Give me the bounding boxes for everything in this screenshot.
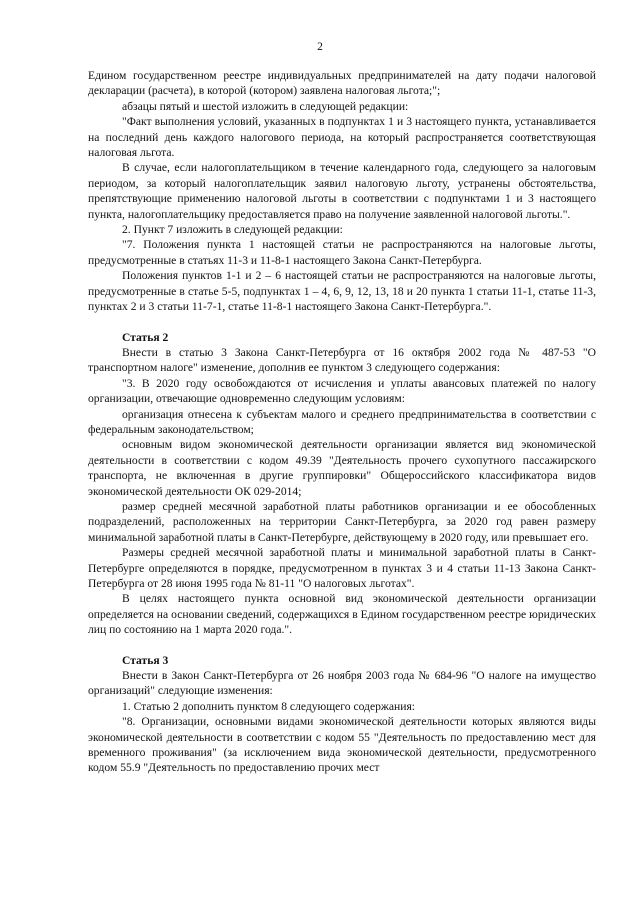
paragraph: Внести в Закон Санкт-Петербурга от 26 ноября 2003 года № 684-96 "О налоге на имущество организаций" следующие изменения:: [88, 669, 596, 698]
paragraph: размер средней месячной заработной платы работников организации и ее обособленных подразделений, расположенных на территории Санкт-Петербурга, за 2020 год равен размеру минимальной заработной платы в Санкт-Петербурге, действующему в 2020 году, или превышает его.: [88, 499, 596, 544]
paragraph: Положения пунктов 1-1 и 2 – 6 настоящей статьи не распространяются на налоговые льготы, предусмотренные в статье 5-5, подпунктах 1 – 4, 6, 9, 12, 13, 18 и 20 пункта 1 статьи 11-1, статье 11-3, пунктах 2 и 3 статьи 11-7-1, статье 11-8-1 настоящего Закона Санкт-Петербурга.".: [88, 269, 596, 314]
paragraph: В целях настоящего пункта основной вид экономической деятельности организации определяется на основании сведений, содержащихся в Едином государственном реестре юридических лиц по состоянию на 1 марта 2020 года.".: [88, 592, 596, 637]
paragraph: "3. В 2020 году освобождаются от исчисления и уплаты авансовых платежей по налогу организации, отвечающие одновременно следующим условиям:: [88, 376, 596, 406]
paragraph: Едином государственном реестре индивидуальных предпринимателей на дату подачи налоговой декларации (расчета), в которой (котором) заявлена налоговая льгота;";: [88, 69, 596, 98]
paragraph: "Факт выполнения условий, указанных в подпунктах 1 и 3 настоящего пункта, устанавливается на последний день каждого налогового периода, на который распространяется соответствующая налоговая льгота.: [88, 115, 596, 160]
paragraph: "8. Организации, основными видами экономической деятельности которых являются виды экономической деятельности в соответствии с кодом 55 "Деятельность по предоставлению мест для временного проживания" (за исключением вида экономической деятельности, предусмотренного кодом 55.9 "Деятельность по предоставлению прочих мест: [88, 715, 596, 775]
paragraph: основным видом экономической деятельности организации является вид экономической деятельности в соответствии с кодом 49.39 "Деятельность прочего сухопутного пассажирского транспорта, не включенная в другие группировки" Общероссийского классификатора видов экономической деятельности ОК 029-2014;: [88, 438, 596, 498]
paragraph: Внести в статью 3 Закона Санкт-Петербурга от 16 октября 2002 года № 487-53 "О транспортном налоге" изменение, дополнив ее пунктом 3 следующего содержания:: [88, 345, 596, 375]
document-body: [88, 68, 596, 776]
paragraph: Размеры средней месячной заработной платы и минимальной заработной платы в Санкт-Петербурге определяются в порядке, предусмотренном в пунктах 3 и 4 статьи 11-13 Закона Санкт-Петербурга от 28 июня 1995 года № 81-11 "О налоговых льготах".: [88, 546, 596, 590]
paragraph: организация отнесена к субъектам малого и среднего предпринимательства в соответствии с федеральным законодательством;: [88, 407, 596, 436]
paragraph: "7. Положения пункта 1 настоящей статьи не распространяются на налоговые льготы, предусмотренные в статьях 11-3 и 11-8-1 настоящего Закона Санкт-Петербурга.: [88, 238, 596, 267]
paragraph: 2. Пункт 7 изложить в следующей редакции:: [122, 223, 343, 237]
article-2-heading: Статья 2: [122, 330, 169, 344]
paragraph: В случае, если налогоплательщиком в течение календарного года, следующего за налоговым периодом, за который налогоплательщик заявил налоговую льготу, устранены обстоятельства, препятствующие применению налоговой льготы в соответствии с подпунктами 1 и 3 настоящего пункта, налогоплательщику предоставляется право на получение заявленной налоговой льготы.".: [88, 161, 596, 221]
article-3-heading: Статья 3: [122, 653, 169, 667]
paragraph: абзацы пятый и шестой изложить в следующей редакции:: [122, 99, 409, 113]
page-number: 2: [317, 41, 323, 53]
paragraph: 1. Статью 2 дополнить пунктом 8 следующего содержания:: [122, 699, 416, 713]
